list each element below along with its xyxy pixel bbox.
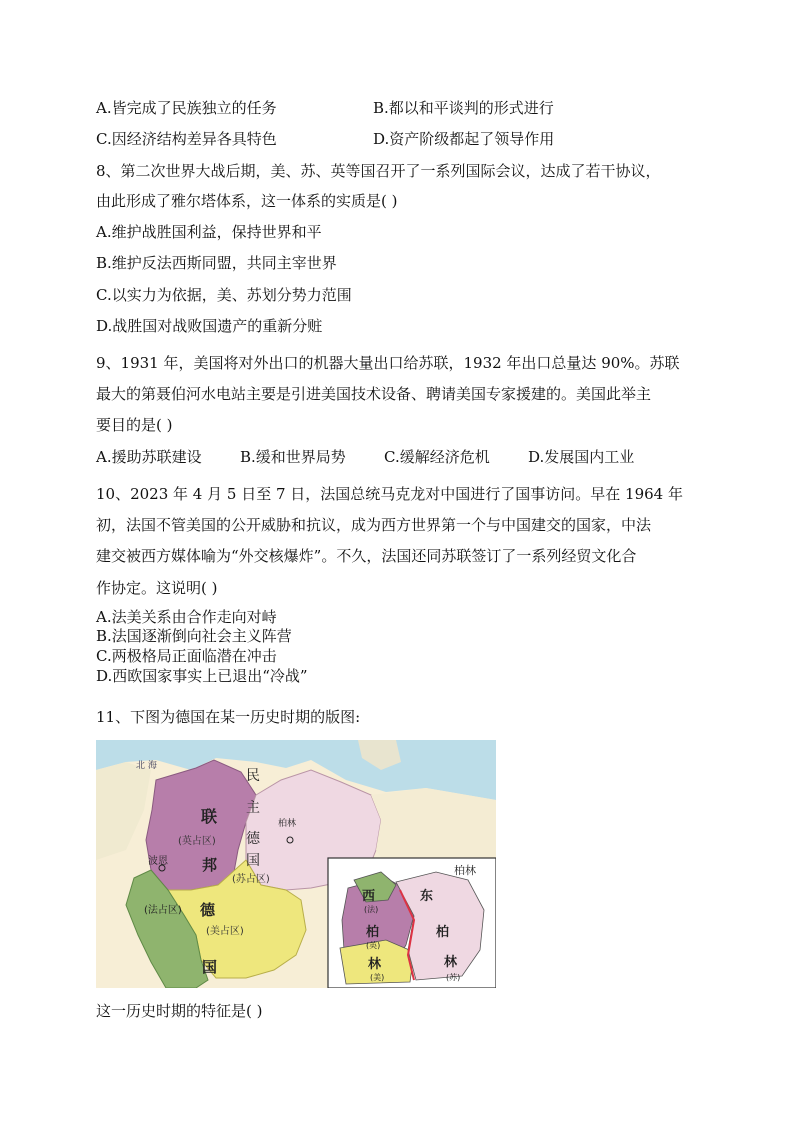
- map-frg-char-3: 德: [200, 901, 216, 919]
- q11-question: 这一历史时期的特征是( ): [96, 1002, 263, 1020]
- germany-map: [96, 740, 496, 988]
- inset-title: 柏林: [454, 864, 476, 877]
- q9-stem-line3: 要目的是( ): [96, 416, 173, 434]
- q10-option-b: B.法国逐渐倒向社会主义阵营: [96, 627, 292, 645]
- map-frg-char-2: 邦: [202, 856, 218, 874]
- q7-option-b: B.都以和平谈判的形式进行: [373, 99, 554, 117]
- inset-west-char-3: 林: [368, 957, 382, 972]
- q8-option-d: D.战胜国对战败国遗产的重新分赃: [96, 317, 323, 335]
- q8-option-b: B.维护反法西斯同盟，共同主宰世界: [96, 254, 337, 272]
- inset-fa-label: (法): [364, 905, 379, 914]
- map-gdr-char-1: 民: [246, 768, 260, 784]
- inset-ying-label: (英): [366, 941, 381, 950]
- q10-stem-line4: 作协定。这说明( ): [96, 579, 218, 597]
- q9-option-a: A.援助苏联建设: [96, 448, 202, 466]
- map-su-zone-label: (苏占区): [232, 874, 270, 885]
- inset-west-char-2: 柏: [366, 925, 380, 940]
- q8-option-c: C.以实力为依据，美、苏划分势力范围: [96, 286, 352, 304]
- q8-option-a: A.维护战胜国利益，保持世界和平: [96, 223, 322, 241]
- q10-option-d: D.西欧国家事实上已退出“冷战”: [96, 667, 308, 685]
- q10-stem-line1: 10、2023 年 4 月 5 日至 7 日，法国总统马克龙对中国进行了国事访问。早在 1964 年: [96, 485, 683, 503]
- q7-option-d: D.资产阶级都起了领导作用: [373, 130, 555, 148]
- map-us-zone-label: (美占区): [206, 926, 244, 937]
- map-fr-zone-label: (法占区): [144, 905, 182, 916]
- q10-option-a: A.法美关系由合作走向对峙: [96, 608, 277, 626]
- map-gdr-char-3: 德: [246, 831, 260, 847]
- q9-option-d: D.发展国内工业: [528, 448, 635, 466]
- q8-stem-line1: 8、第二次世界大战后期，美、苏、英等国召开了一系列国际会议，达成了若干协议，: [96, 162, 661, 180]
- map-gdr-char-2: 主: [246, 800, 260, 816]
- map-north-sea-label: 北 海: [136, 761, 157, 771]
- q7-option-a: A.皆完成了民族独立的任务: [96, 99, 277, 117]
- q11-stem: 11、下图为德国在某一历史时期的版图:: [96, 708, 361, 726]
- map-gdr-char-4: 国: [246, 853, 260, 869]
- q7-option-c: C.因经济结构差异各具特色: [96, 130, 277, 148]
- q9-stem-line2: 最大的第聂伯河水电站主要是引进美国技术设备、聘请美国专家援建的。美国此举主: [96, 385, 652, 403]
- q10-option-c: C.两极格局正面临潜在冲击: [96, 647, 277, 665]
- map-frg-char-1: 联: [201, 807, 218, 826]
- q8-stem-line2: 由此形成了雅尔塔体系，这一体系的实质是( ): [96, 192, 398, 210]
- map-bonn-label: 波恩: [148, 856, 168, 867]
- map-east-land: [371, 788, 496, 865]
- map-frg-char-4: 国: [202, 958, 218, 976]
- q10-stem-line2: 初，法国不管美国的公开威胁和抗议，成为西方世界第一个与中国建交的国家，中法: [96, 516, 652, 534]
- inset-east-char-2: 柏: [436, 925, 450, 940]
- q9-stem-line1: 9、1931 年，美国将对外出口的机器大量出口给苏联，1932 年出口总量达 90%。苏联: [96, 354, 680, 372]
- inset-mei-label: (美): [370, 973, 385, 982]
- inset-west-char-1: 西: [362, 889, 376, 904]
- inset-east-char-1: 东: [420, 889, 434, 904]
- map-berlin-label: 柏林: [278, 819, 297, 829]
- q10-stem-line3: 建交被西方媒体喻为“外交核爆炸”。不久，法国还同苏联签订了一系列经贸文化合: [96, 547, 637, 565]
- inset-east-char-3: 林: [444, 955, 458, 970]
- inset-su-label: (苏): [446, 973, 461, 982]
- q9-option-b: B.缓和世界局势: [240, 448, 346, 466]
- map-uk-zone-label: (英占区): [178, 836, 216, 847]
- q9-option-c: C.缓解经济危机: [384, 448, 490, 466]
